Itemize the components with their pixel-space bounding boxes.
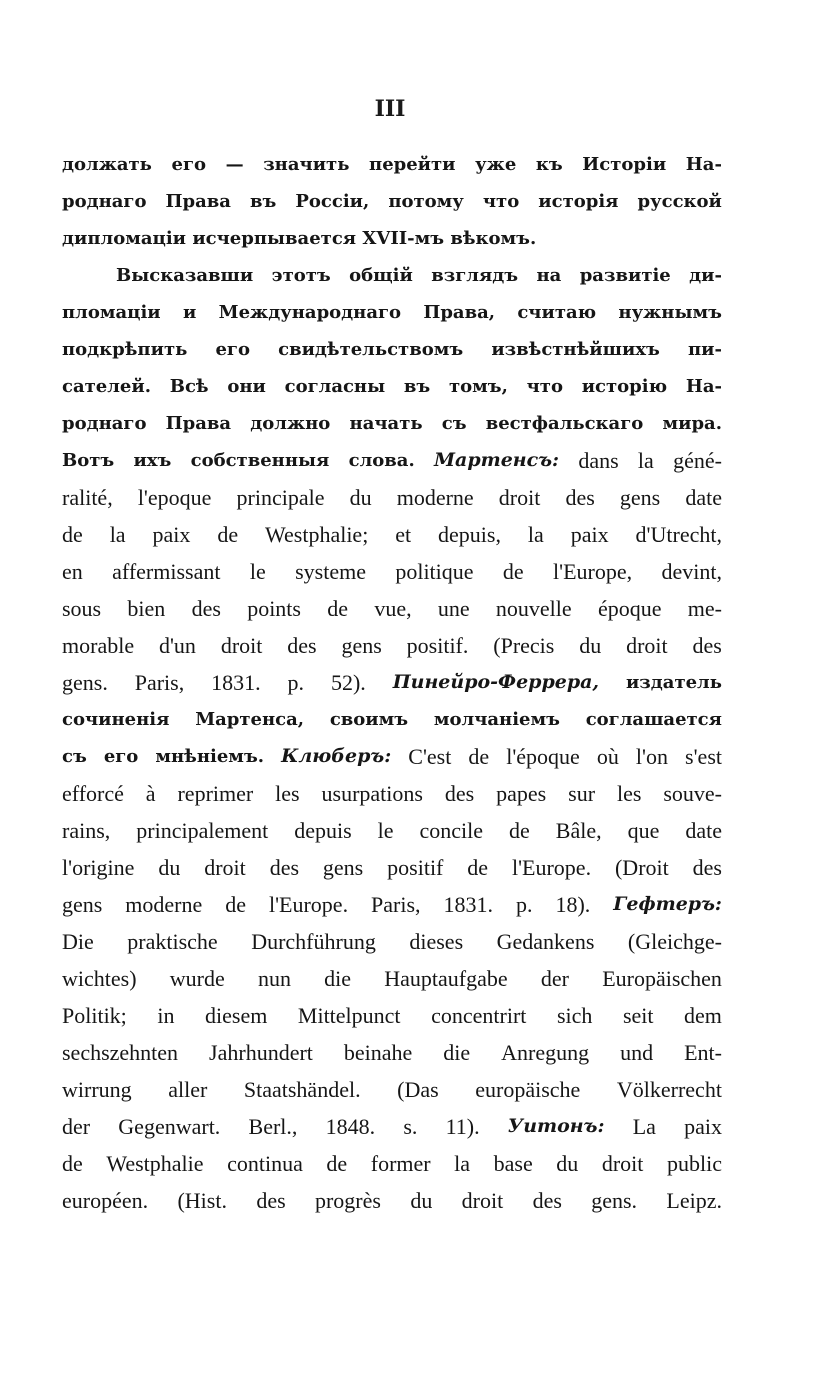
- word: droit: [220, 633, 263, 658]
- word: concentrirt: [431, 1003, 527, 1028]
- text-line: [62, 331, 722, 368]
- text-line: [62, 664, 722, 701]
- word: развитіе: [579, 265, 671, 286]
- word: вестфальскаго: [485, 413, 644, 434]
- word: должать: [62, 154, 152, 175]
- word: p.: [287, 670, 305, 695]
- word: издатель: [625, 672, 722, 693]
- word: Bâle,: [555, 818, 602, 843]
- word: de: [502, 559, 524, 584]
- word: sechszehnten: [62, 1040, 179, 1065]
- word: Anregung: [501, 1040, 590, 1065]
- word: считаю: [517, 302, 597, 323]
- word: des: [692, 855, 722, 880]
- word: роднаго: [62, 191, 147, 212]
- word: Staatshändel.: [243, 1077, 361, 1102]
- word: 18).: [555, 892, 591, 917]
- word: Durchführung: [251, 929, 376, 954]
- word: des: [565, 485, 595, 510]
- word: къ: [535, 154, 563, 175]
- word: l'on: [635, 744, 668, 769]
- word: des: [444, 781, 475, 806]
- word: du: [410, 1188, 433, 1213]
- word: depuis: [294, 818, 352, 843]
- word: principalement: [136, 818, 269, 843]
- word: исторія: [538, 191, 619, 212]
- word: paix: [152, 522, 191, 547]
- word: l'epoque: [137, 485, 212, 510]
- word: Paris,: [134, 670, 185, 695]
- word: La: [632, 1114, 656, 1139]
- word: 52).: [330, 670, 366, 695]
- word: de: [509, 818, 530, 843]
- word: des: [269, 855, 300, 880]
- word: concile: [419, 818, 484, 843]
- word: съ: [62, 746, 87, 767]
- word: мира.: [662, 413, 722, 434]
- word: du: [349, 485, 372, 510]
- word: дипломаціи: [62, 228, 187, 249]
- word: Jahrhundert: [209, 1040, 313, 1065]
- word: efforcé: [62, 781, 124, 806]
- word: der: [540, 966, 569, 991]
- word: l'origine: [62, 855, 135, 880]
- word: que: [627, 818, 660, 843]
- word: подкрѣпить: [62, 339, 188, 360]
- word: Völkerrecht: [616, 1077, 722, 1102]
- word: s'est: [685, 744, 722, 769]
- word: dans: [578, 448, 619, 473]
- body-text: [62, 146, 722, 1219]
- word: gens: [62, 892, 103, 917]
- word: перейти: [369, 154, 456, 175]
- word: wichtes): [62, 966, 137, 991]
- text-line: [62, 701, 722, 738]
- word: ихъ: [133, 450, 172, 471]
- text-line: [62, 257, 722, 294]
- word: исчерпывается: [192, 228, 357, 249]
- word: où: [596, 744, 619, 769]
- text-line: [62, 516, 722, 553]
- word: principale: [236, 485, 325, 510]
- word: Europäischen: [602, 966, 722, 991]
- word: nun: [257, 966, 291, 991]
- word: роднаго: [62, 413, 147, 434]
- word: нужнымъ: [618, 302, 722, 323]
- word: die: [443, 1040, 471, 1065]
- word: gens.: [62, 670, 108, 695]
- word: Berl.,: [248, 1114, 298, 1139]
- word: la: [527, 522, 544, 547]
- word: rains,: [62, 818, 111, 843]
- word: et: [395, 522, 412, 547]
- word: мнѣніемъ.: [155, 746, 265, 767]
- word: de: [326, 1151, 348, 1176]
- word: Westphalie;: [265, 522, 369, 547]
- text-line: [62, 627, 722, 664]
- word: пи-: [687, 339, 722, 360]
- word: des: [287, 633, 317, 658]
- text-line: [62, 553, 722, 590]
- word: l'Europe.: [511, 855, 592, 880]
- word: sich: [556, 1003, 593, 1028]
- word: Мартенсъ:: [433, 449, 560, 471]
- word: vue,: [374, 596, 412, 621]
- word: paix: [684, 1114, 722, 1139]
- word: droit: [498, 485, 541, 510]
- word: in: [157, 1003, 175, 1028]
- word: gens: [341, 633, 382, 658]
- word: томъ,: [448, 376, 508, 397]
- word: affermissant: [112, 559, 221, 584]
- word: свидѣтельствомъ: [278, 339, 464, 360]
- word: les: [275, 781, 300, 806]
- word: gens.: [591, 1188, 638, 1213]
- text-line: [62, 590, 722, 627]
- word: Права: [165, 413, 232, 434]
- word: date: [685, 485, 722, 510]
- word: europäische: [475, 1077, 581, 1102]
- word: points: [247, 596, 301, 621]
- word: вѣкомъ.: [450, 228, 537, 249]
- word: de: [327, 596, 349, 621]
- word: die: [324, 966, 352, 991]
- word: 1831.: [443, 892, 494, 917]
- text-line: [62, 294, 722, 331]
- word: aller: [168, 1077, 208, 1102]
- text-line: [62, 1034, 722, 1071]
- word: потому: [388, 191, 464, 212]
- word: des: [692, 633, 722, 658]
- word: continua: [227, 1151, 303, 1176]
- word: (Das: [397, 1077, 439, 1102]
- word: извѣстнѣйшихъ: [491, 339, 660, 360]
- word: public: [666, 1151, 722, 1176]
- word: что: [482, 191, 520, 212]
- text-line: [62, 1182, 722, 1219]
- text-line: [62, 738, 722, 775]
- word: géné-: [673, 448, 722, 473]
- word: droit: [461, 1188, 504, 1213]
- word: praktische: [127, 929, 218, 954]
- word: Всѣ: [169, 376, 209, 397]
- text-line: [62, 405, 722, 442]
- word: C'est: [408, 744, 452, 769]
- word: date: [685, 818, 722, 843]
- word: они: [227, 376, 266, 397]
- word: du: [579, 633, 602, 658]
- word: Leipz.: [666, 1188, 722, 1213]
- word: l'Europe.: [268, 892, 349, 917]
- word: droit: [601, 1151, 644, 1176]
- word: seit: [622, 1003, 654, 1028]
- text-line: [62, 146, 722, 183]
- word: gens: [619, 485, 661, 510]
- text-line: [62, 960, 722, 997]
- word: l'époque: [506, 744, 580, 769]
- word: du: [158, 855, 181, 880]
- text-line: [62, 442, 722, 479]
- word: Paris,: [371, 892, 421, 917]
- page-number: III: [374, 96, 406, 122]
- text-line: [62, 1071, 722, 1108]
- word: (Droit: [614, 855, 669, 880]
- word: diesem: [205, 1003, 268, 1028]
- word: русской: [637, 191, 722, 212]
- word: nouvelle: [495, 596, 572, 621]
- word: Die: [62, 929, 94, 954]
- word: droit: [204, 855, 246, 880]
- word: (Hist.: [177, 1188, 227, 1213]
- word: base: [493, 1151, 533, 1176]
- word: должно: [250, 413, 331, 434]
- word: значить: [263, 154, 350, 175]
- text-line: [62, 1145, 722, 1182]
- word: Gegenwart.: [118, 1114, 221, 1139]
- text-line: [62, 479, 722, 516]
- word: moderne: [125, 892, 203, 917]
- word: dieses: [409, 929, 464, 954]
- word: époque: [597, 596, 662, 621]
- word: s.: [403, 1114, 418, 1139]
- word: der: [62, 1114, 91, 1139]
- word: morable: [62, 633, 135, 658]
- word: beinahe: [343, 1040, 413, 1065]
- word: общій: [349, 265, 413, 286]
- word: XVII-мъ: [362, 228, 445, 249]
- word: devint,: [661, 559, 722, 584]
- word: droit: [626, 633, 668, 658]
- word: depuis,: [438, 522, 501, 547]
- word: Россіи,: [295, 191, 370, 212]
- word: le: [377, 818, 394, 843]
- word: des: [256, 1188, 286, 1213]
- word: (Precis: [493, 633, 555, 658]
- word: de: [468, 744, 490, 769]
- text-line: [62, 368, 722, 405]
- word: usurpations: [321, 781, 423, 806]
- word: Исторіи: [582, 154, 667, 175]
- word: его: [103, 746, 139, 767]
- word: Права,: [423, 302, 496, 323]
- text-line: [62, 1108, 722, 1145]
- word: слова.: [348, 450, 415, 471]
- word: Уитонъ:: [507, 1115, 605, 1137]
- word: начать: [349, 413, 423, 434]
- word: la: [637, 448, 654, 473]
- word: à: [145, 781, 156, 806]
- text-line: [62, 183, 722, 220]
- word: На-: [685, 154, 722, 175]
- text-line: [62, 775, 722, 812]
- word: systeme: [295, 559, 366, 584]
- word: и: [182, 302, 197, 323]
- word: Вотъ: [62, 450, 115, 471]
- word: européen.: [62, 1188, 149, 1213]
- word: gens: [322, 855, 364, 880]
- word: Politik;: [62, 1003, 127, 1028]
- word: une: [437, 596, 470, 621]
- word: его: [215, 339, 250, 360]
- word: его: [171, 154, 206, 175]
- word: сочиненія: [62, 709, 170, 730]
- word: пломаціи: [62, 302, 161, 323]
- word: Hauptaufgabe: [384, 966, 508, 991]
- word: Westphalie: [106, 1151, 204, 1176]
- word: wirrung: [62, 1077, 132, 1102]
- word: me-: [687, 596, 722, 621]
- word: въ: [249, 191, 277, 212]
- word: На-: [685, 376, 722, 397]
- word: souve-: [663, 781, 722, 806]
- word: Права: [165, 191, 231, 212]
- word: paix: [570, 522, 609, 547]
- word: l'Europe,: [553, 559, 633, 584]
- word: sur: [568, 781, 596, 806]
- word: Пинейро-Феррера,: [392, 671, 600, 693]
- word: de: [217, 522, 239, 547]
- text-line: [62, 849, 722, 886]
- word: dem: [684, 1003, 722, 1028]
- word: сателей.: [62, 376, 151, 397]
- word: соглашается: [585, 709, 722, 730]
- word: Мартенса,: [195, 709, 305, 730]
- text-line: [62, 923, 722, 960]
- word: —: [225, 154, 244, 175]
- word: взглядъ: [431, 265, 519, 286]
- word: progrès: [314, 1188, 381, 1213]
- word: съ: [441, 413, 467, 434]
- word: moderne: [396, 485, 474, 510]
- word: ralité,: [62, 485, 113, 510]
- word: positif.: [406, 633, 469, 658]
- text-line: [62, 997, 722, 1034]
- text-line: [62, 886, 722, 923]
- word: wurde: [169, 966, 225, 991]
- word: на: [536, 265, 562, 286]
- word: sous: [62, 596, 102, 621]
- word: (Gleichge-: [627, 929, 722, 954]
- word: Гефтеръ:: [613, 893, 722, 915]
- word: Ent-: [684, 1040, 722, 1065]
- word: въ: [403, 376, 431, 397]
- word: d'un: [158, 633, 196, 658]
- word: de: [467, 855, 489, 880]
- word: что: [526, 376, 563, 397]
- word: papes: [496, 781, 547, 806]
- word: und: [620, 1040, 654, 1065]
- word: 1831.: [211, 670, 261, 695]
- word: des: [191, 596, 221, 621]
- word: les: [616, 781, 642, 806]
- word: de: [62, 522, 83, 547]
- word: en: [62, 559, 83, 584]
- word: bien: [127, 596, 166, 621]
- word: ди-: [689, 265, 722, 286]
- word: p.: [515, 892, 533, 917]
- word: исторію: [581, 376, 668, 397]
- word: du: [556, 1151, 579, 1176]
- word: Клюберъ:: [281, 745, 392, 767]
- text-line: [62, 812, 722, 849]
- word: d'Utrecht,: [635, 522, 722, 547]
- word: этотъ: [271, 265, 331, 286]
- word: молчаніемъ: [433, 709, 560, 730]
- word: 1848.: [325, 1114, 376, 1139]
- word: согласны: [284, 376, 386, 397]
- word: la: [109, 522, 126, 547]
- word: de: [62, 1151, 83, 1176]
- word: politique: [395, 559, 474, 584]
- word: Высказавши: [116, 265, 254, 286]
- text-line: [62, 220, 722, 257]
- word: уже: [475, 154, 517, 175]
- word: Gedankens: [496, 929, 595, 954]
- word: positif: [387, 855, 444, 880]
- word: Международнаго: [218, 302, 402, 323]
- word: 11).: [445, 1114, 480, 1139]
- word: former: [370, 1151, 431, 1176]
- word: le: [249, 559, 266, 584]
- word: Mittelpunct: [297, 1003, 401, 1028]
- word: своимъ: [329, 709, 409, 730]
- word: reprimer: [177, 781, 254, 806]
- word: собственныя: [190, 450, 330, 471]
- word: des: [532, 1188, 562, 1213]
- word: de: [225, 892, 246, 917]
- word: la: [454, 1151, 471, 1176]
